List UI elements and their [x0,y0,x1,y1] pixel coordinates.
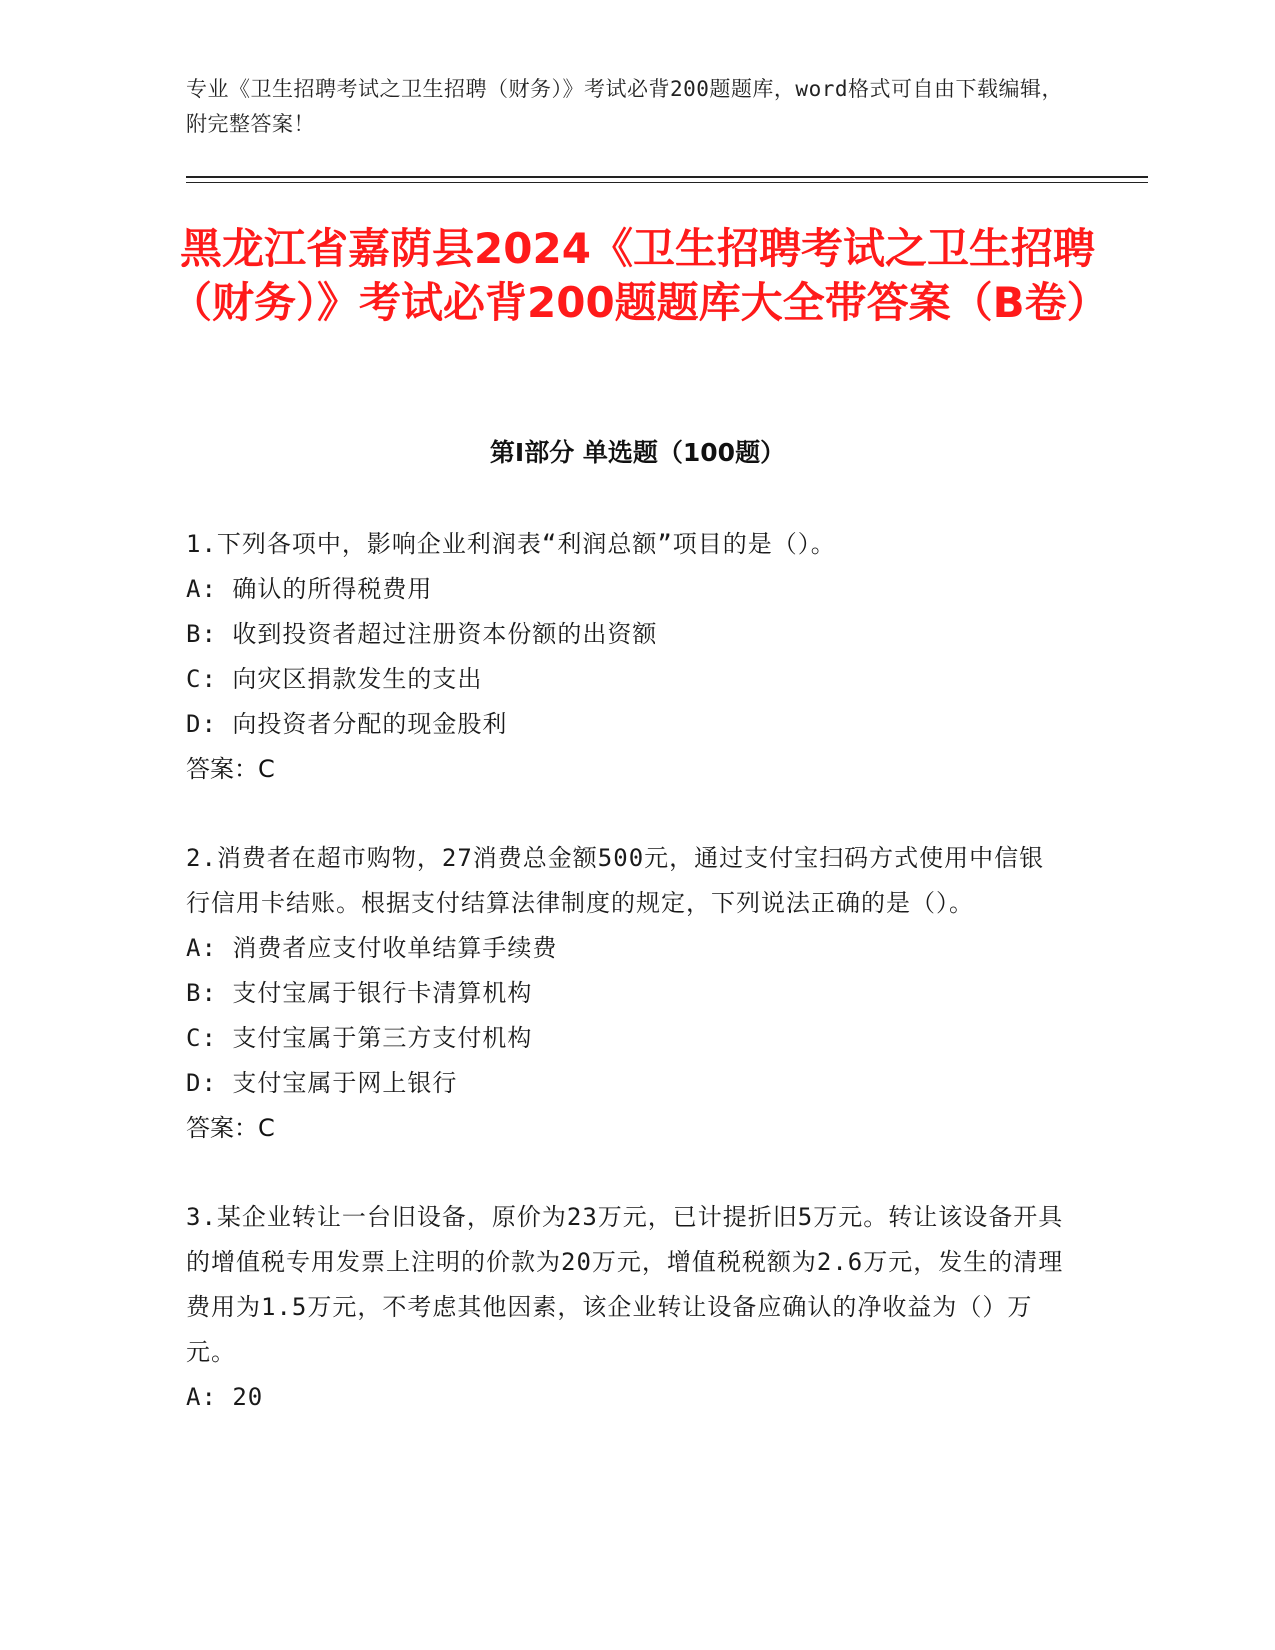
document-title: 黑龙江省嘉荫县2024《卫生招聘考试之卫生招聘（财务）》考试必背200题题库大全带答案（B卷） [170,224,1109,327]
option-c: C: 向灾区捐款发生的支出 [186,665,483,693]
question-stem: 2.消费者在超市购物，27消费总金额500元，通过支付宝扫码方式使用中信银行信用卡结账。根据支付结算法律制度的规定，下列说法正确的是（）。 [186,844,1045,917]
answer: 答案：C [186,755,275,783]
question-1 [186,522,1066,792]
header-divider-thin [186,182,1148,183]
section-title: 第I部分 单选题（100题） [489,438,786,467]
option-c: C: 支付宝属于第三方支付机构 [186,1024,533,1052]
question-list [186,522,1066,1464]
option-b: B: 支付宝属于银行卡清算机构 [186,979,533,1007]
option-a: A: 消费者应支付收单结算手续费 [186,934,558,962]
option-b: B: 收到投资者超过注册资本份额的出资额 [186,620,658,648]
answer: 答案：C [186,1114,275,1142]
option-a: A: 20 [186,1383,264,1411]
option-d: D: 向投资者分配的现金股利 [186,710,508,738]
question-2 [186,836,1066,1151]
header-divider-thick [186,176,1148,178]
question-stem: 1.下列各项中，影响企业利润表“利润总额”项目的是（）。 [186,530,836,558]
option-d: D: 支付宝属于网上银行 [186,1069,458,1097]
header-note: 专业《卫生招聘考试之卫生招聘（财务）》考试必背200题题库，word格式可自由下载编辑，附完整答案！ [186,77,1063,136]
option-a: A: 确认的所得税费用 [186,575,433,603]
question-3 [186,1195,1066,1420]
question-stem: 3.某企业转让一台旧设备，原价为23万元，已计提折旧5万元。转让该设备开具的增值税专用发票上注明的价款为20万元，增值税税额为2.6万元，发生的清理费用为1.5万元，不考虑其他因素，该企业转让设备应确认的净收益为（）万元。 [186,1203,1064,1366]
